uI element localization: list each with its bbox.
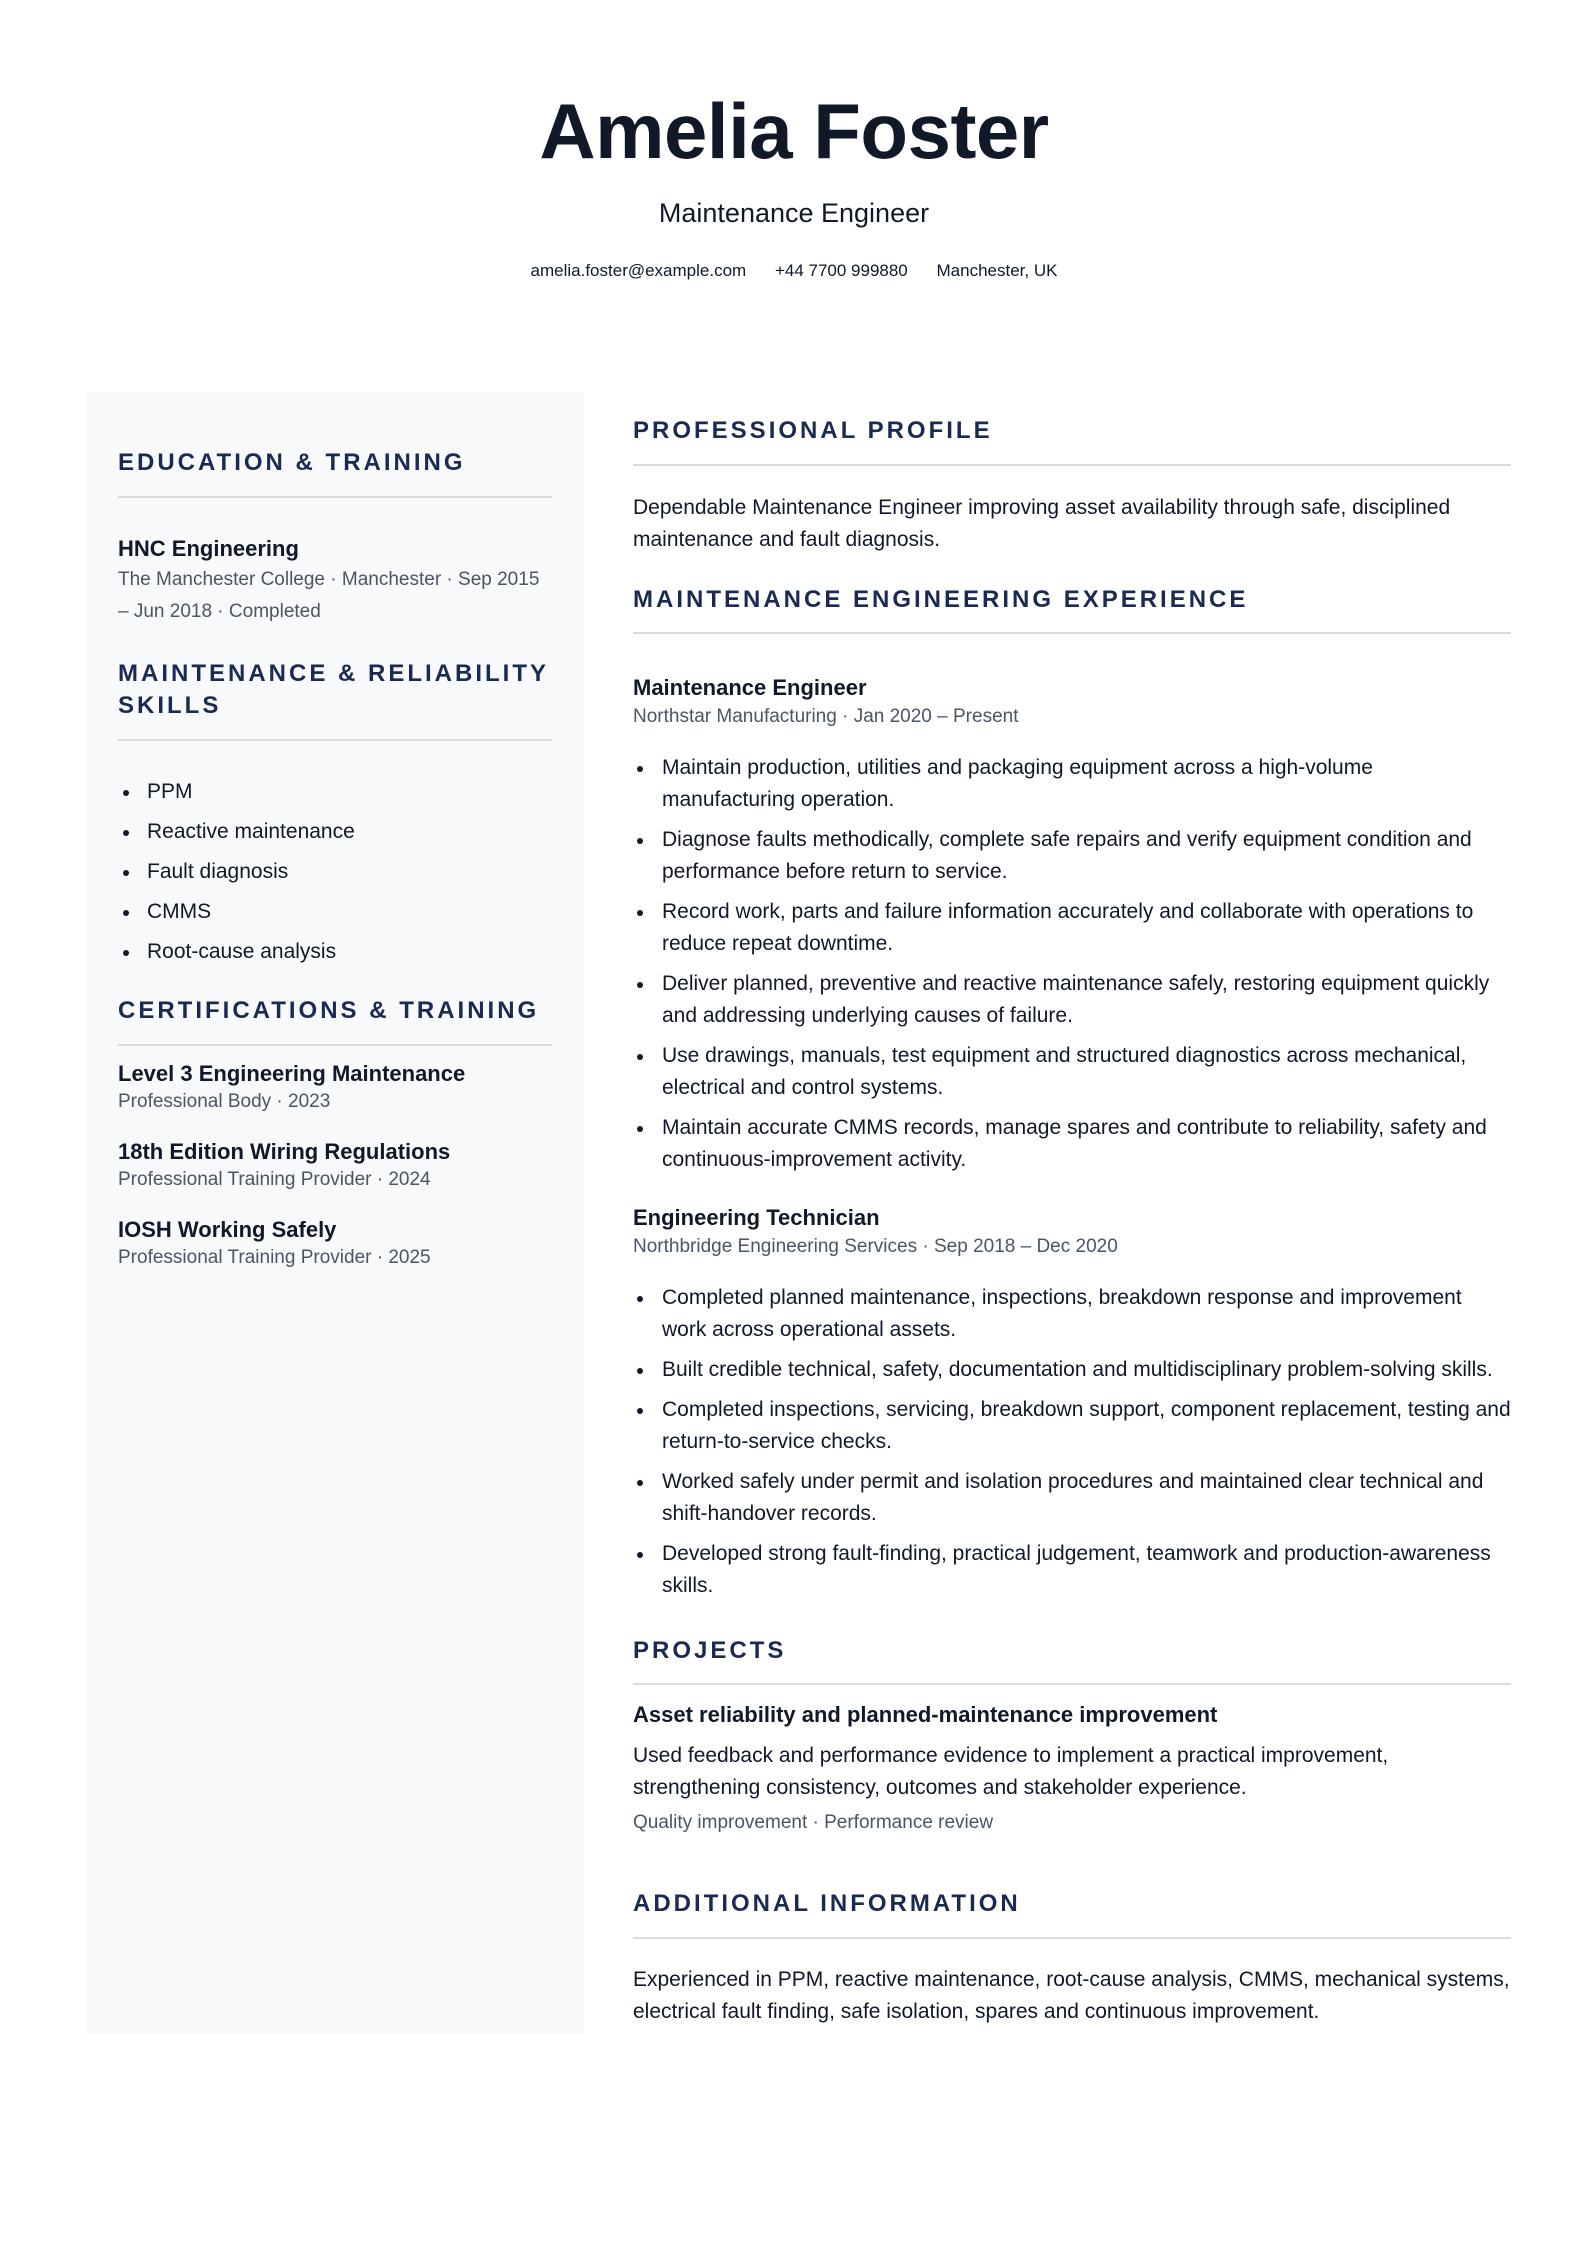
job-bullet: Maintain accurate CMMS records, manage spares and contribute to reliability, safety and continuous-improvement activity.	[633, 1112, 1511, 1176]
project-text: Used feedback and performance evidence to implement a practical improvement, strengthening consistency, outcomes and stakeholder experience.	[633, 1744, 1389, 1799]
job-bullet: Developed strong fault-finding, practical judgement, teamwork and production-awareness skills.	[633, 1538, 1511, 1602]
job-bullet: Maintain production, utilities and packaging equipment across a high-volume manufacturing operation.	[633, 752, 1511, 816]
certification-meta: Professional Training Provider · 2025	[118, 1247, 431, 1268]
job-bullet: Record work, parts and failure information accurately and collaborate with operations to reduce repeat downtime.	[633, 896, 1511, 960]
experience-divider	[633, 632, 1511, 634]
projects-divider	[633, 1683, 1511, 1685]
job-bullet: Diagnose faults methodically, complete safe repairs and verify equipment condition and performance before return to service.	[633, 824, 1511, 888]
skill-item: Root-cause analysis	[118, 932, 552, 972]
experience-section-title: MAINTENANCE ENGINEERING EXPERIENCE	[633, 586, 1249, 613]
certification-title: Level 3 Engineering Maintenance	[118, 1061, 466, 1086]
skills-divider	[118, 739, 552, 741]
skill-item: Fault diagnosis	[118, 852, 552, 892]
certification-title: IOSH Working Safely	[118, 1217, 337, 1242]
contact-line	[0, 260, 1588, 282]
profile-text: Dependable Maintenance Engineer improving asset availability through safe, disciplined maintenance and fault diagnosis.	[633, 496, 1451, 551]
job-title: Maintenance Engineer	[633, 675, 867, 700]
contact-phone[interactable]: +44 7700 999880	[774, 261, 908, 280]
education-item-title: HNC Engineering	[118, 536, 299, 561]
contact-location: Manchester, UK	[936, 261, 1058, 280]
projects-section-title: PROJECTS	[633, 1637, 787, 1664]
candidate-role: Maintenance Engineer	[658, 198, 930, 228]
job-meta: Northstar Manufacturing · Jan 2020 – Present	[633, 706, 1019, 727]
sidebar	[86, 392, 584, 2034]
additional-divider	[633, 1937, 1511, 1939]
education-section-title: EDUCATION & TRAINING	[118, 449, 466, 476]
certifications-section-title: CERTIFICATIONS & TRAINING	[118, 997, 540, 1024]
skill-item: PPM	[118, 772, 552, 812]
job-bullets	[633, 752, 1511, 1184]
certifications-divider	[118, 1044, 552, 1046]
certification-meta: Professional Body · 2023	[118, 1091, 331, 1112]
job-bullets	[633, 1282, 1511, 1610]
job-bullet: Completed planned maintenance, inspections, breakdown response and improvement work across operational assets.	[633, 1282, 1511, 1346]
additional-section-title: ADDITIONAL INFORMATION	[633, 1890, 1021, 1917]
skill-item: Reactive maintenance	[118, 812, 552, 852]
certification-title: 18th Edition Wiring Regulations	[118, 1139, 451, 1164]
additional-text: Experienced in PPM, reactive maintenance, root-cause analysis, CMMS, mechanical systems, electrical fault finding, safe isolation, spares and continuous improvement.	[633, 1968, 1510, 2023]
certification-meta: Professional Training Provider · 2024	[118, 1169, 431, 1190]
candidate-name: Amelia Foster	[539, 87, 1049, 175]
job-bullet: Built credible technical, safety, documentation and multidisciplinary problem-solving skills.	[633, 1354, 1511, 1386]
job-bullet: Worked safely under permit and isolation procedures and maintained clear technical and shift-handover records.	[633, 1466, 1511, 1530]
skill-item: CMMS	[118, 892, 552, 932]
job-bullet: Deliver planned, preventive and reactive maintenance safely, restoring equipment quickly and addressing underlying causes of failure.	[633, 968, 1511, 1032]
contact-email[interactable]: amelia.foster@example.com	[530, 261, 747, 280]
profile-divider	[633, 464, 1511, 466]
job-bullet: Use drawings, manuals, test equipment and structured diagnostics across mechanical, electrical and control systems.	[633, 1040, 1511, 1104]
profile-section-title: PROFESSIONAL PROFILE	[633, 417, 993, 444]
education-item-meta: The Manchester College · Manchester · Sep 2015	[118, 569, 540, 590]
project-meta: Quality improvement · Performance review	[633, 1812, 994, 1833]
skills-list	[118, 772, 552, 972]
job-meta: Northbridge Engineering Services · Sep 2018 – Dec 2020	[633, 1236, 1118, 1257]
skills-section-title: SKILLS	[118, 692, 222, 719]
job-title: Engineering Technician	[633, 1205, 880, 1230]
job-bullet: Completed inspections, servicing, breakdown support, component replacement, testing and return-to-service checks.	[633, 1394, 1511, 1458]
education-item-meta: – Jun 2018 · Completed	[118, 601, 321, 622]
skills-section-title: MAINTENANCE & RELIABILITY	[118, 660, 549, 687]
education-divider	[118, 496, 552, 498]
project-title: Asset reliability and planned-maintenance improvement	[633, 1702, 1218, 1727]
